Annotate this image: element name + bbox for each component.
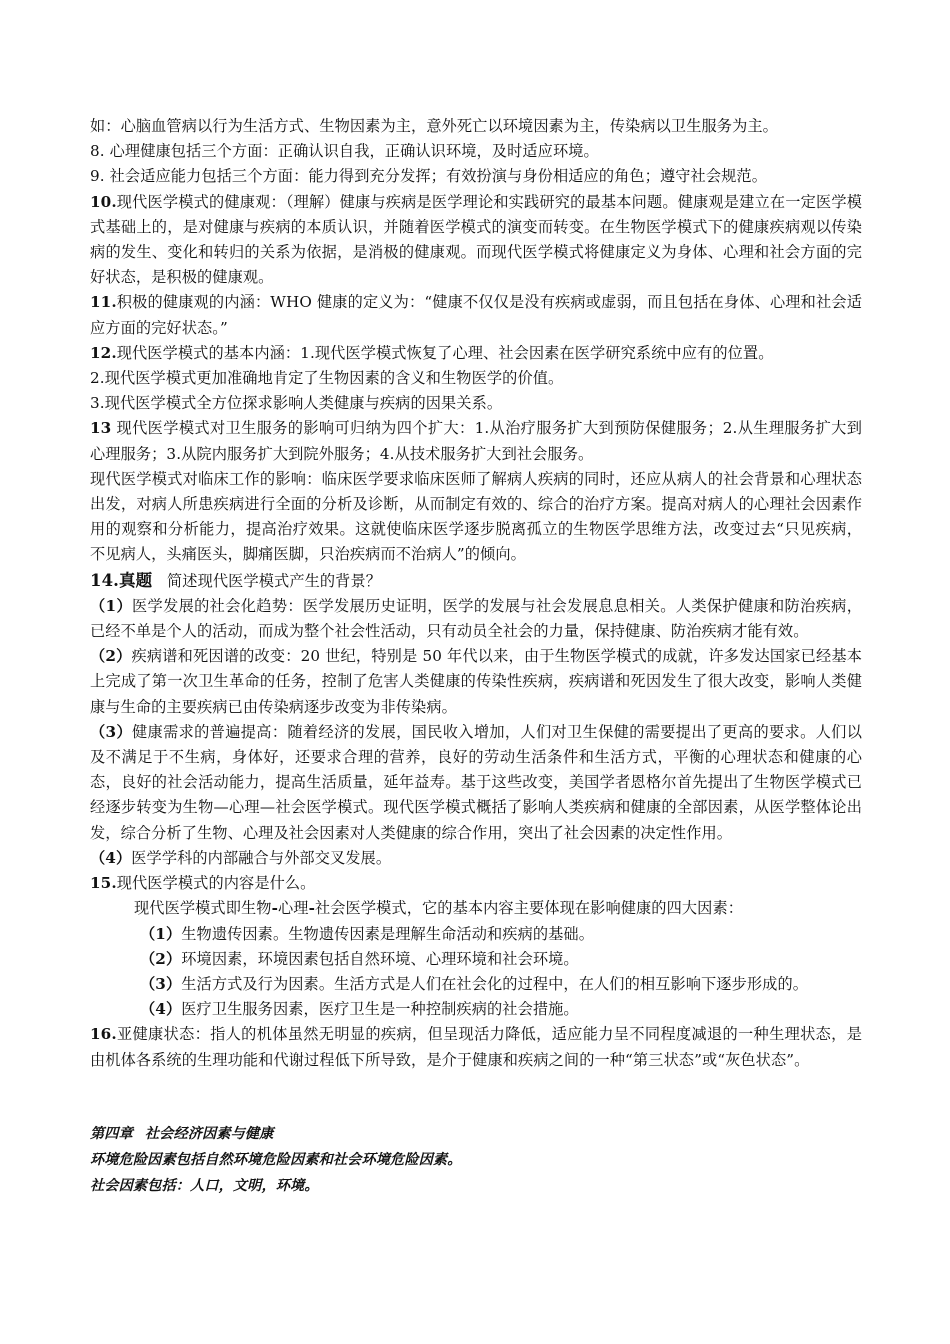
list-number: （3） [90,722,132,741]
item-text: 现代医学模式的健康观：（理解）健康与疾病是医学理论和实践研究的最基本问题。健康观是建立在一定医学模式基础上的，是对健康与疾病的本质认识，并随着医学模式的演变而转变。在生物医学模式下的健康疾病观以传染病的发生、变化和转归的关系为依据，是消极的健康观。而现代医学模式将健康定义为身体、心理和社会方面的完好状态，是积极的健康观。 [90,192,862,287]
paragraph-item-12 [90,341,862,366]
paragraph-item-13 [90,416,862,466]
paragraph-item-15 [90,871,862,896]
list-text: 疾病谱和死因谱的改变：20 世纪，特别是 50 年代以来，由于生物医学模式的成就，许多发达国家已经基本上完成了第一次卫生革命的任务，控制了危害人类健康的传染性疾病，疾病谱和死因发生了很大改变，影响人类健康与生命的主要疾病已由传染病逐步改变为非传染病。 [90,647,863,716]
list-number: （1） [90,596,132,615]
paragraph-item-16 [90,1022,862,1072]
intro-text: 社会医学模式，它的基本内容主要体现在影响健康的四大因素： [314,899,744,918]
document-body [90,114,862,1199]
list-item [90,594,862,644]
list-item [90,720,862,846]
chapter-name: 社会经济因素与健康 [144,1125,274,1142]
item-number: 15. [90,874,117,893]
list-number: （1） [140,924,182,943]
list-item [90,972,862,997]
intro-text: 现代医学模式即生物 [134,899,272,918]
list-item: 3.现代医学模式全方位探求影响人类健康与疾病的因果关系。 [90,394,503,413]
list-item [90,997,862,1022]
exam-tag: 真题 [119,570,153,590]
list-text: 环境因素，环境因素包括自然环境、心理环境和社会环境。 [181,949,579,968]
intro-dash: - [308,899,315,918]
paragraph-item-8: 8. 心理健康包括三个方面：正确认识自我，正确认识环境，及时适应环境。 [90,142,599,161]
item-text: 现代医学模式的基本内涵：1.现代医学模式恢复了心理、社会因素在医学研究系统中应有的位置。 [116,343,774,362]
chapter-title [90,1121,862,1147]
item-number: 12. [90,343,117,362]
list-text: 生活方式及行为因素。生活方式是人们在社会化的过程中，在人们的相互影响下逐步形成的。 [181,974,809,993]
list-text: 医学学科的内部融合与外部交叉发展。 [131,848,392,867]
list-item [90,644,862,720]
item-question: 简述现代医学模式产生的背景？ [167,571,382,590]
list-number: （3） [140,974,182,993]
list-number: （2） [90,647,132,666]
paragraph-item-14 [90,568,862,594]
paragraph-clinical-impact: 现代医学模式对临床工作的影响：临床医学要求临床医师了解病人疾病的同时，还应从病人的社会背景和心理状态出发，对病人所患疾病进行全面的分析及诊断，从而制定有效的、综合的治疗方案。提高对病人的心理社会因素作用的观察和分析能力，提高治疗效果。这就使临床医学逐步脱离孤立的生物医学思维方法，改变过去“只见疾病，不见病人，头痛医头，脚痛医脚，只治疾病而不治病人”的倾向。 [90,469,862,564]
item-number: 14. [90,570,120,590]
chapter-line: 环境危险因素包括自然环境危险因素和社会环境危险因素。 [90,1151,462,1168]
item-number: 16. [90,1025,117,1044]
item-text: 现代医学模式的内容是什么。 [116,874,316,893]
item-text: 亚健康状态：指人的机体虽然无明显的疾病，但呈现活力降低，适应能力呈不同程度减退的一种生理状态，是由机体各系统的生理功能和代谢过程低下所导致，是介于健康和疾病之间的一种“第三状态”或“灰色状态”。 [90,1025,862,1069]
paragraph-disease-factors: 如：心脑血管病以行为生活方式、生物因素为主，意外死亡以环境因素为主，传染病以卫生服务为主。 [90,117,778,135]
paragraph-item-10 [90,190,862,291]
chapter-number: 第四章 [90,1125,133,1142]
paragraph-model-intro [90,896,862,921]
list-number: （4） [90,848,132,867]
list-number: （4） [140,1000,182,1019]
list-text: 生物遗传因素。生物遗传因素是理解生命活动和疾病的基础。 [181,924,595,943]
list-text: 医学发展的社会化趋势：医学发展历史证明，医学的发展与社会发展息息相关。人类保护健康和防治疾病，已经不单是个人的活动，而成为整个社会性活动，只有动员全社会的力量，保持健康、防治疾病才能有效。 [90,596,862,641]
list-item [90,947,862,972]
list-item [90,846,862,871]
item-number: 10. [90,192,117,211]
list-item: 2.现代医学模式更加准确地肯定了生物因素的含义和生物医学的价值。 [90,369,564,388]
paragraph-item-9: 9. 社会适应能力包括三个方面：能力得到充分发挥；有效扮演与身份相适应的角色；遵守社会规范。 [90,167,767,186]
item-number: 11. [90,293,117,312]
item-number: 13 [90,419,112,438]
intro-dash: - [271,899,278,918]
chapter-line: 社会因素包括：人口，文明，环境。 [90,1177,319,1194]
section-gap [90,1073,862,1121]
intro-text: 心理 [278,899,309,918]
item-text: 积极的健康观的内涵：WHO 健康的定义为：“健康不仅仅是没有疾病或虚弱，而且包括在身体、心理和社会适应方面的完好状态。” [90,293,862,337]
list-text: 健康需求的普遍提高：随着经济的发展，国民收入增加，人们对卫生保健的需要提出了更高的要求。人们以及不满足于不生病，身体好，还要求合理的营养，良好的劳动生活条件和生活方式，平衡的心理状态和健康的心态，良好的社会活动能力，提高生活质量，延年益寿。基于这些改变，美国学者恩格尔首先提出了生物医学模式已经逐步转变为生物—心理—社会医学模式。现代医学模式概括了影响人类疾病和健康的全部因素，从医学整体论出发，综合分析了生物、心理及社会因素对人类健康的综合作用，突出了社会因素的决定性作用。 [90,722,862,842]
item-text: 现代医学模式对卫生服务的影响可归纳为四个扩大：1.从治疗服务扩大到预防保健服务；2.从生理服务扩大到心理服务；3.从院内服务扩大到院外服务；4.从技术服务扩大到社会服务。 [90,419,862,463]
paragraph-item-11 [90,290,862,340]
list-number: （2） [140,949,182,968]
list-text: 医疗卫生服务因素，医疗卫生是一种控制疾病的社会措施。 [181,1000,579,1019]
list-item [90,922,862,947]
